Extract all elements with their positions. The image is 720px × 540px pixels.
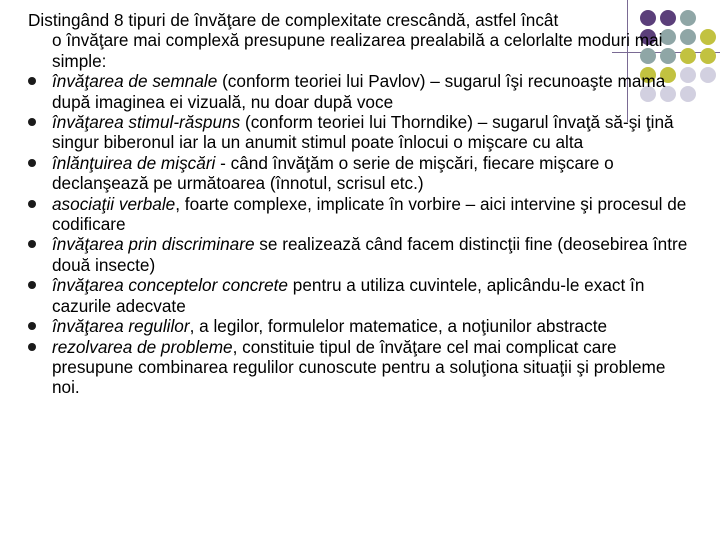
list-item (28, 153, 696, 194)
list-item (28, 71, 696, 112)
item-term: rezolvarea de probleme (52, 336, 233, 357)
intro-first-line: Distingând 8 tipuri de învăţare de complexitate crescândă, astfel încât (28, 10, 559, 30)
bullet-icon (28, 118, 36, 126)
bullet-icon (28, 159, 36, 167)
item-term: învăţarea de semnale (52, 71, 218, 92)
item-term: învăţarea prin discriminare (52, 234, 255, 255)
item-text: se realizează când facem distincţii fine (deosebirea între două insecte) (52, 234, 688, 275)
item-text: , a legilor, formulelor matematice, a noţiunilor abstracte (189, 316, 608, 337)
list-item (28, 234, 696, 275)
decorative-dot (700, 29, 716, 45)
item-term: înlănţuirea de mişcări (52, 152, 216, 173)
item-term: asociaţii verbale (52, 193, 176, 214)
item-text: (conform teoriei lui Pavlov) – sugarul îşi recunoaşte mama după imaginea ei vizuală, nu doar după voce (52, 71, 666, 112)
decorative-dot (700, 67, 716, 83)
intro-continuation: o învăţare mai complexă presupune realizarea prealabilă a celorlalte moduri mai simple: (52, 30, 663, 71)
list-item (28, 112, 696, 153)
item-term: învăţarea regulilor (52, 316, 190, 337)
slide-body (28, 10, 696, 398)
item-text: , foarte complexe, implicate în vorbire – aici intervine şi procesul de codificare (52, 193, 687, 235)
list-item (28, 337, 696, 398)
list-item (28, 275, 696, 316)
item-term: învăţarea conceptelor concrete (52, 275, 288, 296)
item-text: pentru a utiliza cuvintele, aplicându-le exact în cazurile adecvate (52, 275, 645, 316)
bullet-icon (28, 281, 36, 289)
list-item (28, 316, 696, 336)
bullet-icon (28, 322, 36, 330)
decorative-dot (700, 48, 716, 64)
list-item (28, 194, 696, 235)
item-text: , constituie tipul de învăţare cel mai complicat care presupune combinarea regulilor cunoscute pentru a soluţiona situaţii şi probleme noi. (52, 336, 666, 398)
item-text: - când învăţăm o serie de mişcări, fiecare mişcare o declanşează pe următoarea (înnotul, scrisul etc.) (52, 152, 614, 194)
bullet-icon (28, 240, 36, 248)
intro-paragraph (28, 10, 696, 71)
item-term: învăţarea stimul-răspuns (52, 112, 241, 133)
bullet-icon (28, 77, 36, 85)
bullet-icon (28, 200, 36, 208)
item-text: (conform teoriei lui Thorndike) – sugarul învaţă să-şi ţină singur biberonul iar la un anumit stimul poate înlocui o mişcare cu alta (52, 112, 674, 153)
bullet-icon (28, 343, 36, 351)
learning-types-list (28, 71, 696, 398)
